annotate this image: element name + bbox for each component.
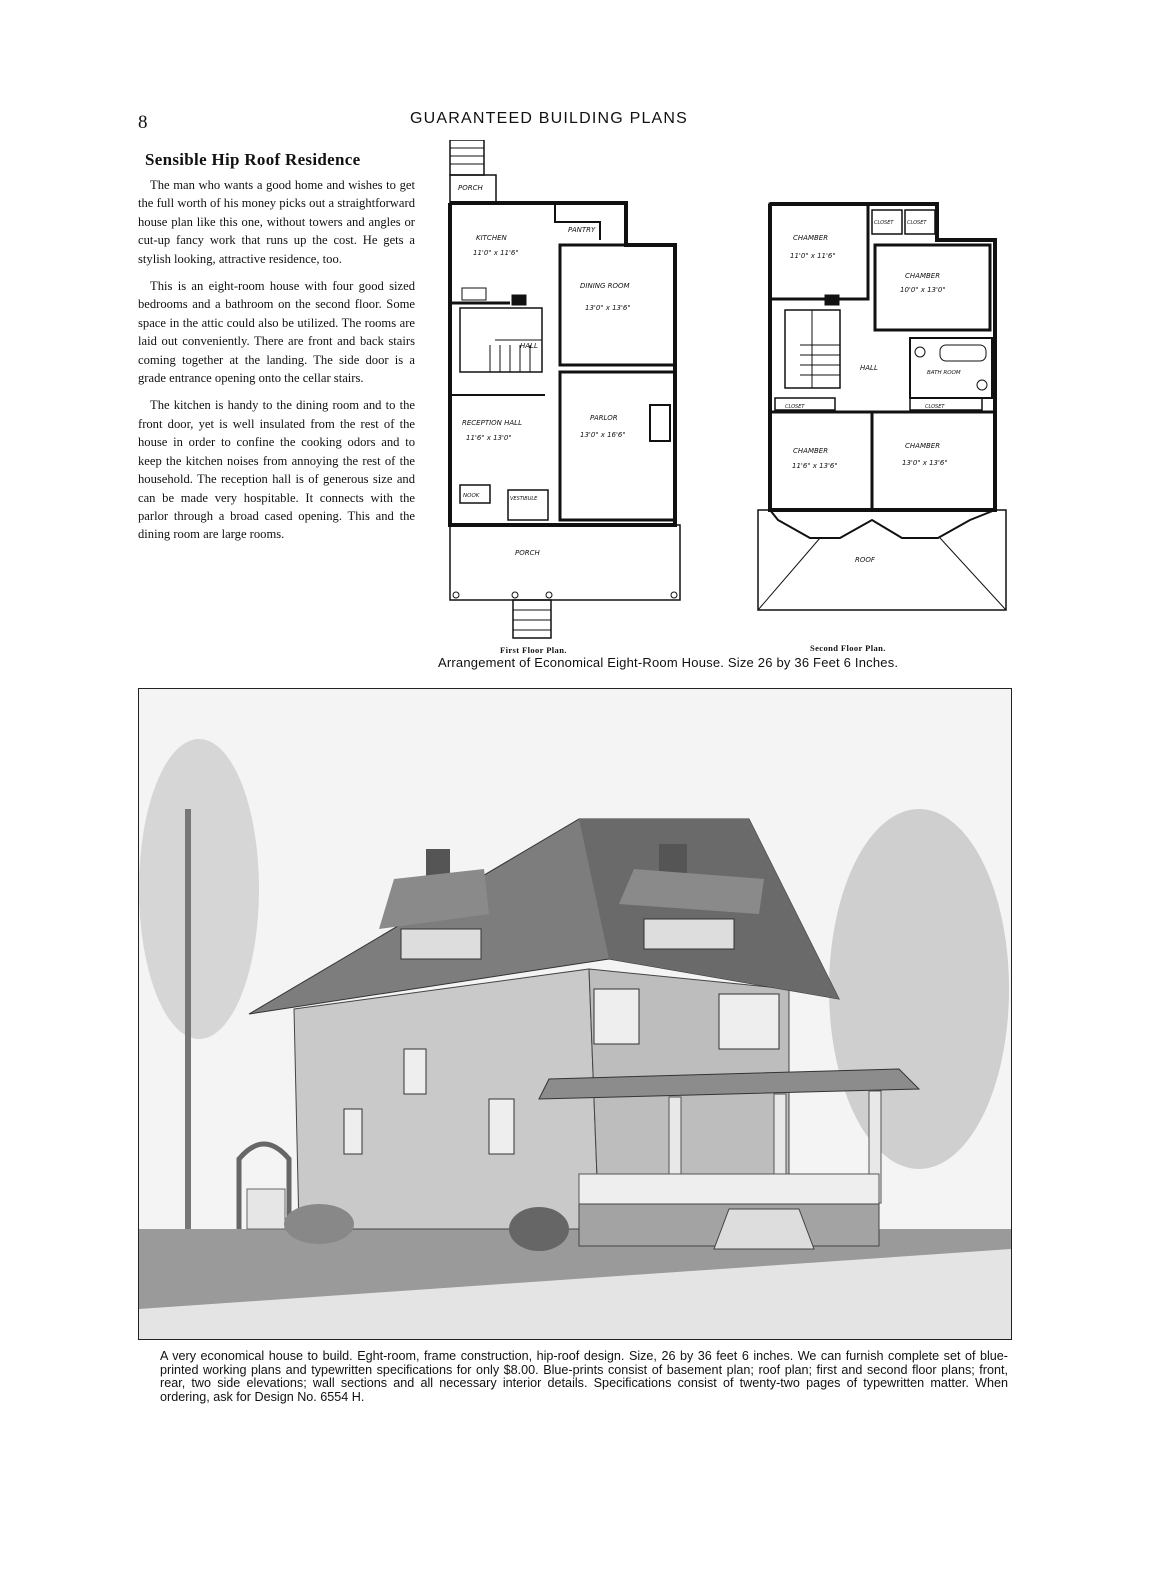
plan-label: VESTIBULE <box>510 496 538 502</box>
plan-label: PORCH <box>458 184 483 192</box>
plan-label: 13'0" x 13'6" <box>585 304 631 312</box>
second-floor-caption: Second Floor Plan. <box>810 643 886 653</box>
plan-label: 13'0" x 16'6" <box>580 431 626 439</box>
article-title: Sensible Hip Roof Residence <box>145 150 361 169</box>
article-paragraph: This is an eight-room house with four good sized bedrooms and a bathroom on the second floor. Some space in the attic could also be utilized. The rooms are laid out conveniently. There are front and back stairs coming together at the landing. The side door is a grade entrance opening onto the cellar stairs. <box>138 279 415 386</box>
first-floor-labels <box>458 184 631 655</box>
plan-label: HALL <box>520 342 538 350</box>
plan-label: CHAMBER <box>793 234 829 242</box>
plan-label: CHAMBER <box>905 442 941 450</box>
page-number: 8 <box>138 112 148 133</box>
first-floor-caption: First Floor Plan. <box>500 645 567 655</box>
house-illustration <box>139 689 1011 1339</box>
arrangement-caption: Arrangement of Economical Eight-Room House. Size 26 by 36 Feet 6 Inches. <box>438 655 899 670</box>
plan-label: PORCH <box>515 549 540 557</box>
plan-label: 11'6" x 13'6" <box>792 462 838 470</box>
plan-label: PANTRY <box>568 226 596 234</box>
plan-label: CLOSET <box>907 220 927 226</box>
plan-label: KITCHEN <box>476 234 507 242</box>
plan-label: 13'0" x 13'6" <box>902 459 948 467</box>
photo-caption: A very economical house to build. Eght-room, frame construction, hip-roof design. Size, 26 by 36 feet 6 inches. We can furnish complete set of blue-printed working plans and typewritten specifications for only $8.00. Blue-prints consist of basement plan; roof plan; first and second floor plans; front, rear, two side elevations; wall sections and all necessary interior details. Specifications consist of twenty-two pages of typewritten matter. When ordering, ask for Design No. 6554 H. <box>160 1349 1008 1404</box>
plan-label: HALL <box>860 364 878 372</box>
floor-plans <box>440 140 1020 660</box>
plan-label: CHAMBER <box>905 272 941 280</box>
plan-label: DINING ROOM <box>580 282 630 290</box>
plan-label: RECEPTION HALL <box>462 419 522 427</box>
plan-label: 10'0" x 13'0" <box>900 286 946 294</box>
plan-label: BATH ROOM <box>927 370 961 376</box>
running-title: GUARANTEED BUILDING PLANS <box>410 110 689 127</box>
plan-label: CLOSET <box>785 404 805 410</box>
plan-label: NOOK <box>463 493 480 499</box>
article-paragraph: The kitchen is handy to the dining room and to the front door, yet is well insulated from the rest of the house in order to confine the cooking odors and to keep the kitchen noises from annoying the rest of the household. The reception hall is of generous size and can be made very hospitable. It connects with the parlor through a broad cased opening. This and the dining room are large rooms. <box>138 398 415 542</box>
first-floor-plan <box>450 140 680 638</box>
plan-label: 11'6" x 13'0" <box>466 434 512 442</box>
plan-label: CLOSET <box>925 404 945 410</box>
house-photo <box>138 688 1012 1340</box>
plan-label: CLOSET <box>874 220 894 226</box>
plan-label: PARLOR <box>590 414 618 422</box>
plan-label: ROOF <box>855 556 875 564</box>
article-body <box>138 176 415 553</box>
article-paragraph: The man who wants a good home and wishes to get the full worth of his money picks out a straightforward house plan like this one, without towers and angles or cut-up fancy work that runs up the cost. He gets a stylish looking, attractive residence, too. <box>138 178 415 266</box>
plan-label: CHAMBER <box>793 447 829 455</box>
plan-label: 11'0" x 11'6" <box>473 249 519 257</box>
plan-label: 11'0" x 11'6" <box>790 252 836 260</box>
